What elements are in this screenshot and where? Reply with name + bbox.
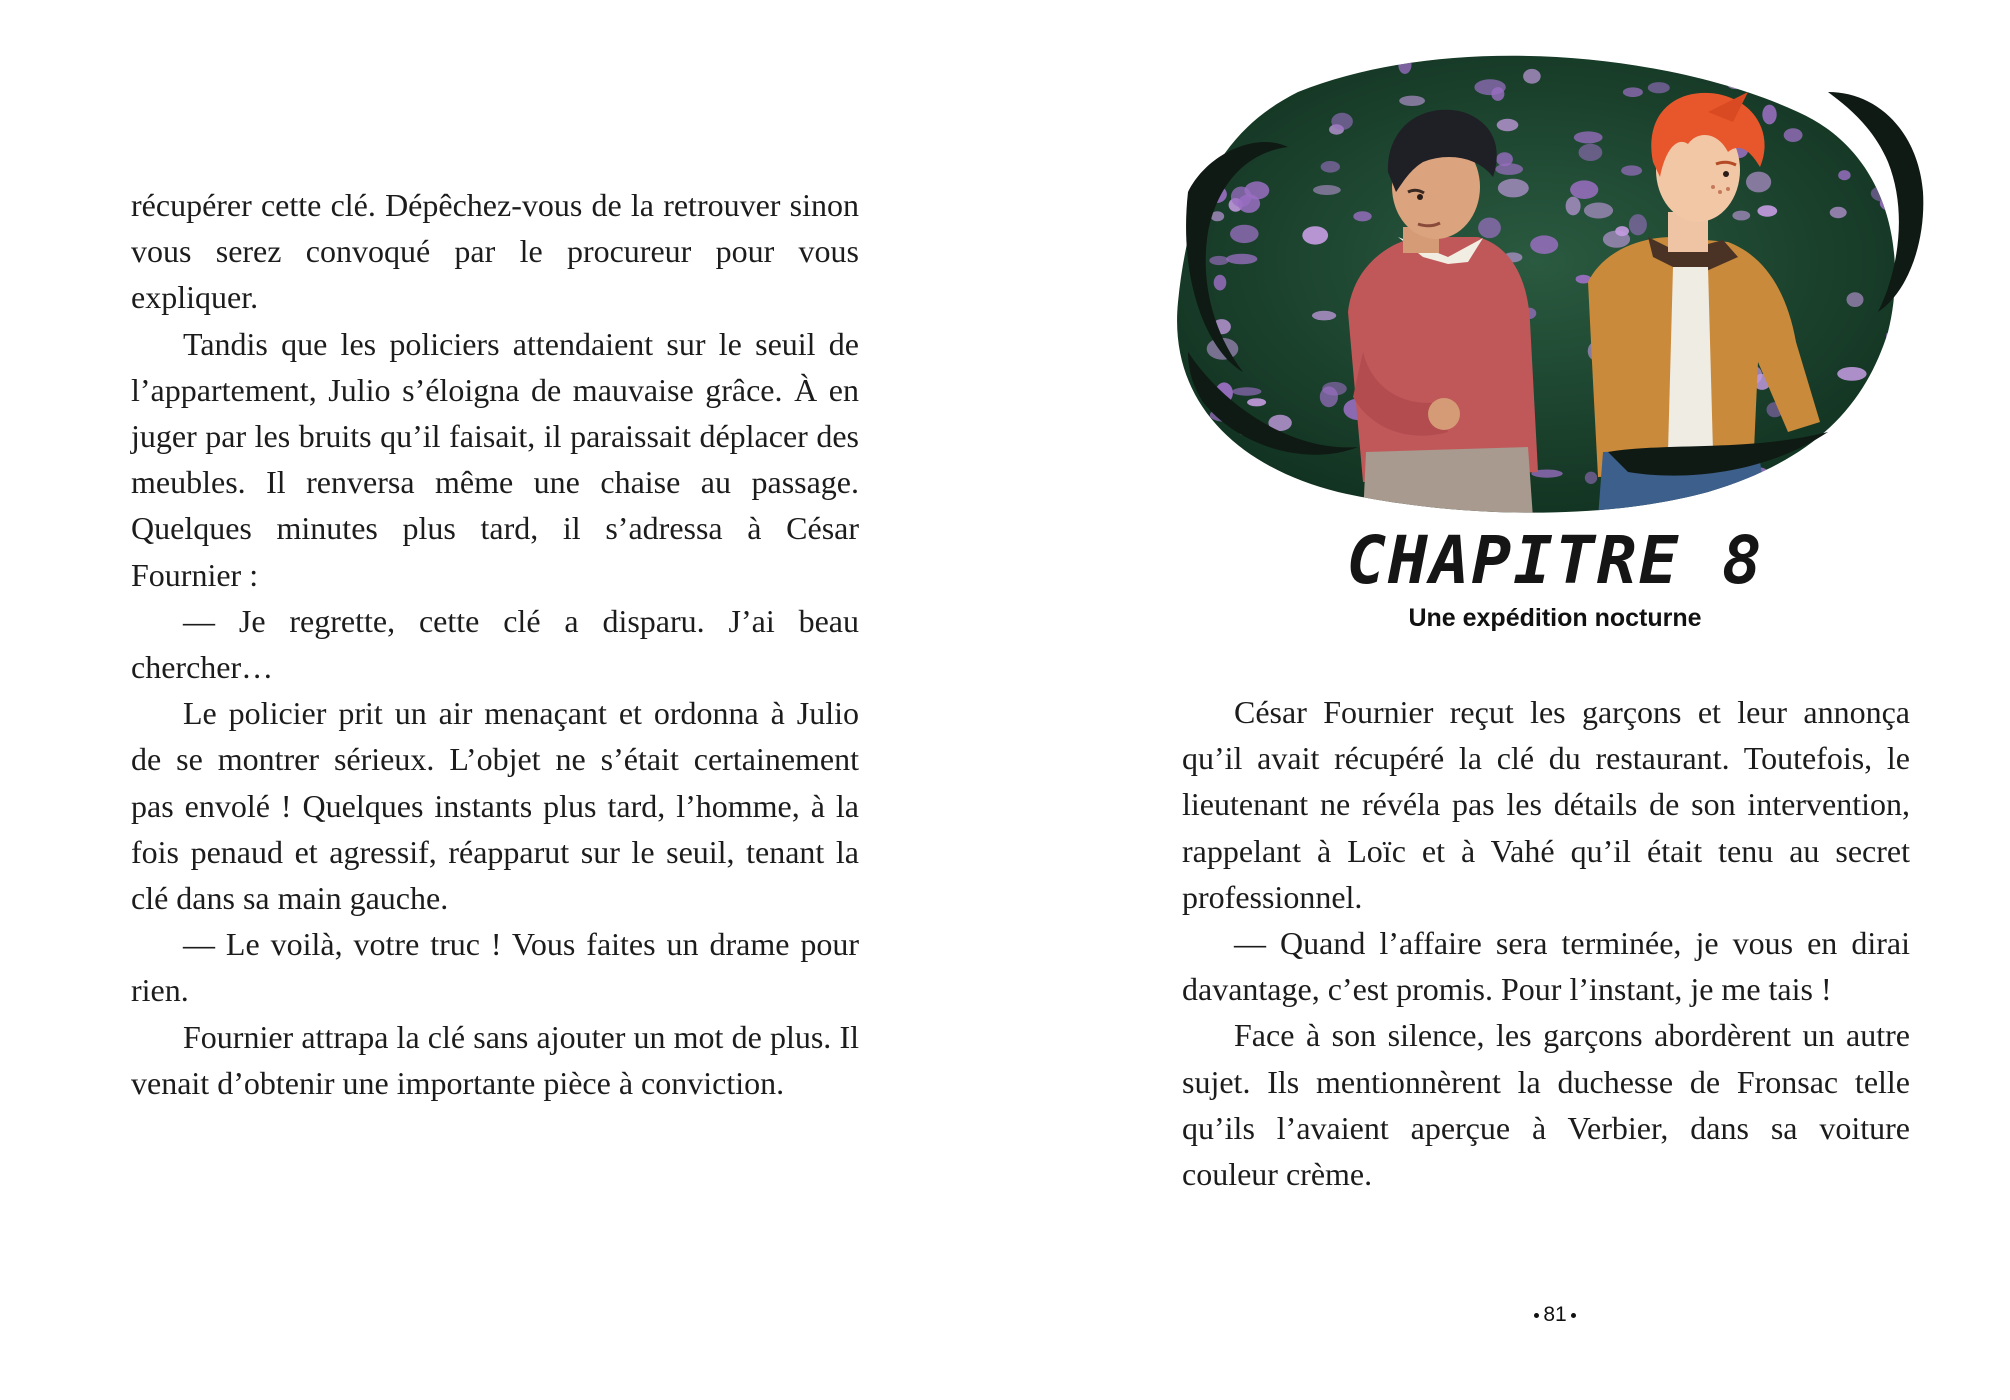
page-number-value: 81 (1543, 1303, 1567, 1326)
chapter-illustration (1148, 52, 1925, 518)
paragraph: — Je regrette, cette clé a disparu. J’ai beau chercher… (131, 602, 859, 686)
folio-dot-right (1571, 1313, 1576, 1318)
paragraph: — Le voilà, votre truc ! Vous faites un drame pour rien. (131, 926, 859, 1009)
paragraph: Tandis que les policiers attendaient sur le seuil de l’appartement, Julio s’éloigna de mauvaise grâce. À en juger par les bruits qu’il faisait, il paraissait déplacer des meubles. Il renversa même une chaise au passage. Quelques minutes plus tard, il s’adressa à César Fournier : (131, 325, 859, 593)
paragraph: César Fournier reçut les garçons et leur annonça qu’il avait récupéré la clé du restaurant. Toutefois, le lieutenant ne révéla pas les détails de son intervention, rappelant à Loïc et à Vahé qu’il était tenu au secret professionnel. (1182, 694, 1910, 915)
right-page-text (1182, 689, 1910, 1197)
paragraph: Face à son silence, les garçons abordèrent un autre sujet. Ils mentionnèrent la duchesse de Fronsac telle qu’ils l’avaient aperçue à Verbier, dans sa voiture couleur crème. (1182, 1017, 1910, 1193)
left-page-text (131, 182, 859, 1106)
paragraph: récupérer cette clé. Dépêchez-vous de la retrouver sinon vous serez convoqué par le procureur pour vous expliquer. (131, 187, 859, 316)
paragraph: Le policier prit un air menaçant et ordonna à Julio de se montrer sérieux. L’objet ne s’était certainement pas envolé ! Quelques instants plus tard, l’homme, à la fois penaud et agressif, réapparut sur le seuil, tenant la clé dans sa main gauche. (131, 695, 859, 917)
chapter-title: CHAPITRE 8 (1346, 522, 1764, 599)
paragraph: Fournier attrapa la clé sans ajouter un mot de plus. Il venait d’obtenir une importante pièce à conviction. (131, 1018, 859, 1101)
chapter-subtitle: Une expédition nocturne (1408, 604, 1702, 632)
right-page (1005, 0, 2010, 1400)
paragraph: — Quand l’affaire sera terminée, je vous en dirai davantage, c’est promis. Pour l’instant, je me tais ! (1182, 925, 1910, 1008)
folio-dot-left (1534, 1313, 1539, 1318)
page-number (1005, 1303, 2010, 1327)
